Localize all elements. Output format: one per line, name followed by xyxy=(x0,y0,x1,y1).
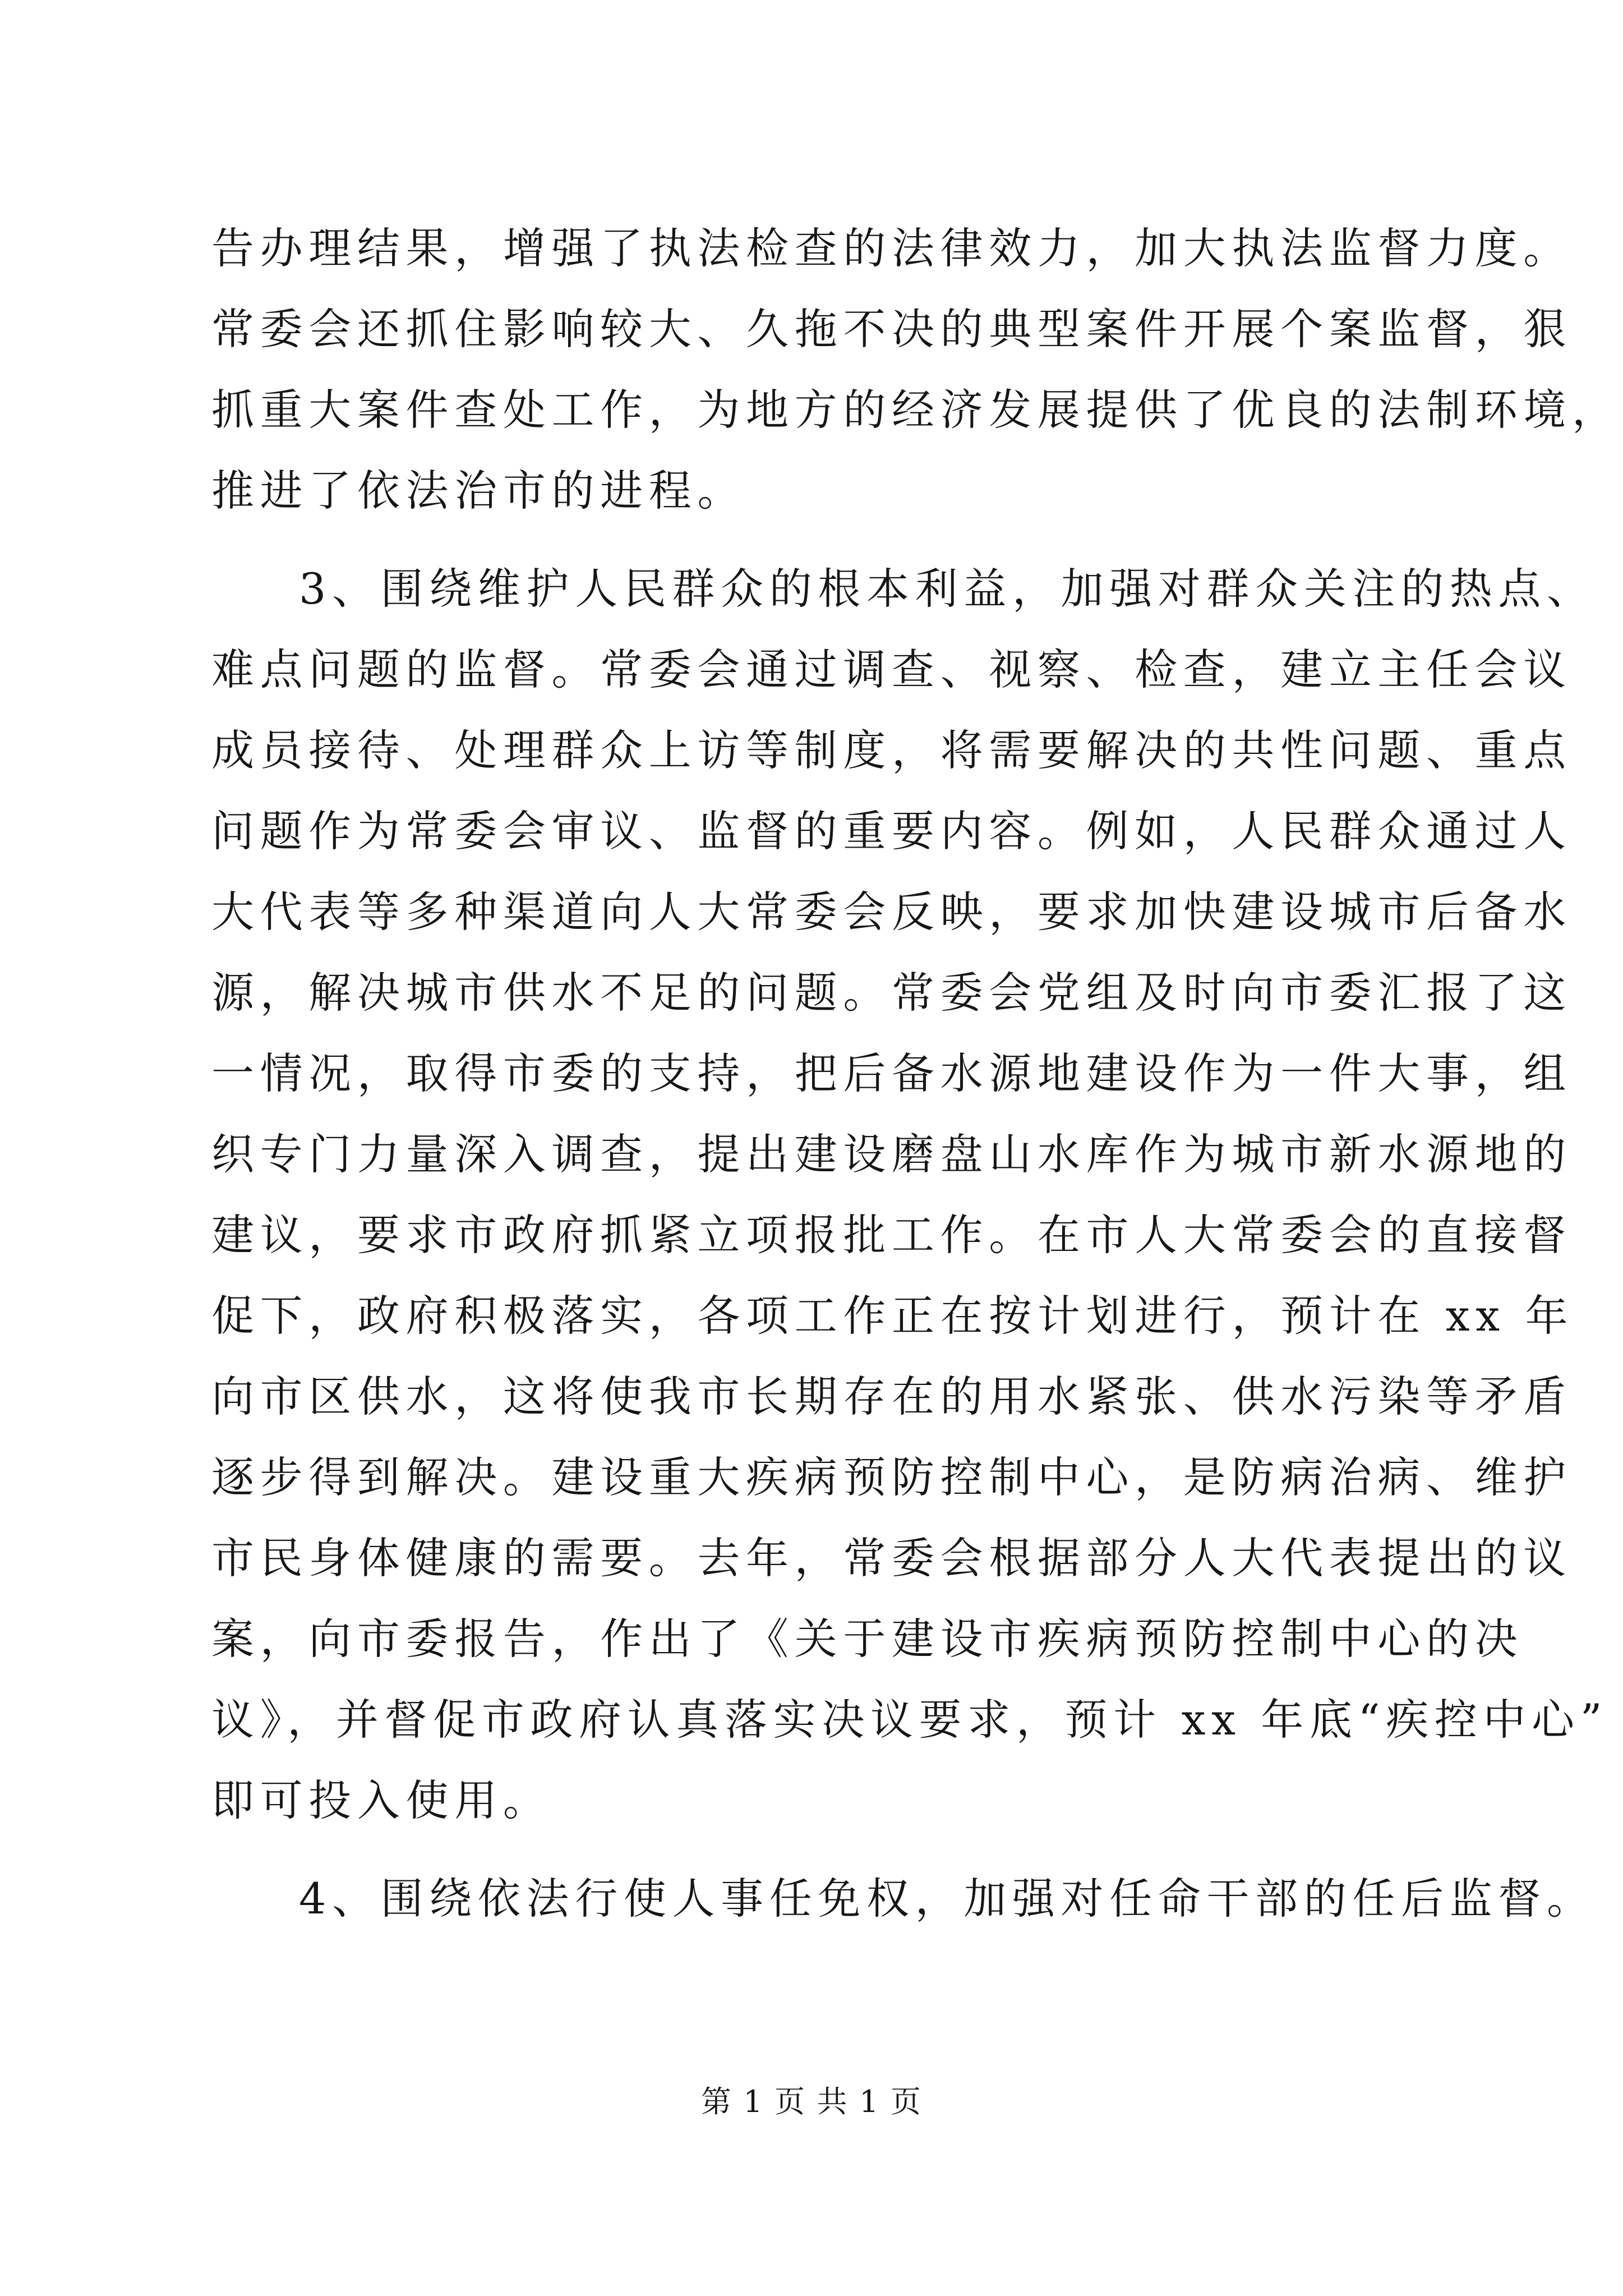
paragraph xyxy=(211,208,1621,531)
text-line: 抓重大案件查处工作，为地方的经济发展提供了优良的法制环境， xyxy=(211,385,1621,435)
text-line: 案，向市委报告，作出了《关于建设市疾病预防控制中心的决 xyxy=(211,1614,1524,1664)
text-line: 向市区供水，这将使我市长期存在的用水紧张、供水污染等矛盾 xyxy=(211,1372,1572,1421)
document-body xyxy=(211,208,1621,1939)
text-line: 常委会还抓住影响较大、久拖不决的典型案件开展个案监督，狠 xyxy=(211,304,1572,354)
text-line: 告办理结果，增强了执法检查的法律效力，加大执法监督力度。 xyxy=(211,223,1572,273)
text-line: 议》，并督促市政府认真落实决议要求，预计 xx 年底“疾控中心” xyxy=(211,1695,1608,1745)
paragraph-spacing xyxy=(211,531,1490,549)
text-line: 建议，要求市政府抓紧立项报批工作。在市人大常委会的直接督 xyxy=(211,1210,1572,1260)
text-line: 成员接待、处理群众上访等制度，将需要解决的共性问题、重点 xyxy=(211,725,1572,775)
text-line: 问题作为常委会审议、监督的重要内容。例如，人民群众通过人 xyxy=(211,806,1572,856)
text-line: 织专门力量深入调查，提出建设磨盘山水库作为城市新水源地的 xyxy=(211,1129,1572,1179)
text-line: 一情况，取得市委的支持，把后备水源地建设作为一件大事，组 xyxy=(211,1048,1572,1098)
text-line: 逐步得到解决。建设重大疾病预防控制中心，是防病治病、维护 xyxy=(211,1452,1572,1502)
text-line: 4、围绕依法行使人事任免权，加强对任命干部的任后监督。 xyxy=(299,1874,1596,1924)
paragraph xyxy=(211,549,1608,1841)
paragraph-spacing xyxy=(211,1841,1490,1858)
text-line: 源，解决城市供水不足的问题。常委会党组及时向市委汇报了这 xyxy=(211,968,1572,1018)
text-line: 大代表等多种渠道向人大常委会反映，要求加快建设城市后备水 xyxy=(211,887,1572,937)
text-line: 难点问题的监督。常委会通过调查、视察、检查，建立主任会议 xyxy=(211,645,1572,694)
page-number-footer: 第 1 页 共 1 页 xyxy=(700,2084,923,2119)
text-line: 市民身体健康的需要。去年，常委会根据部分人大代表提出的议 xyxy=(211,1533,1572,1583)
text-line: 促下，政府积极落实，各项工作正在按计划进行，预计在 xx 年 xyxy=(211,1291,1574,1341)
text-line: 即可投入使用。 xyxy=(211,1775,552,1825)
paragraph xyxy=(211,1858,1596,1939)
text-line: 推进了依法治市的进程。 xyxy=(211,466,746,516)
text-line: 3、围绕维护人民群众的根本利益，加强对群众关注的热点、 xyxy=(299,564,1596,614)
